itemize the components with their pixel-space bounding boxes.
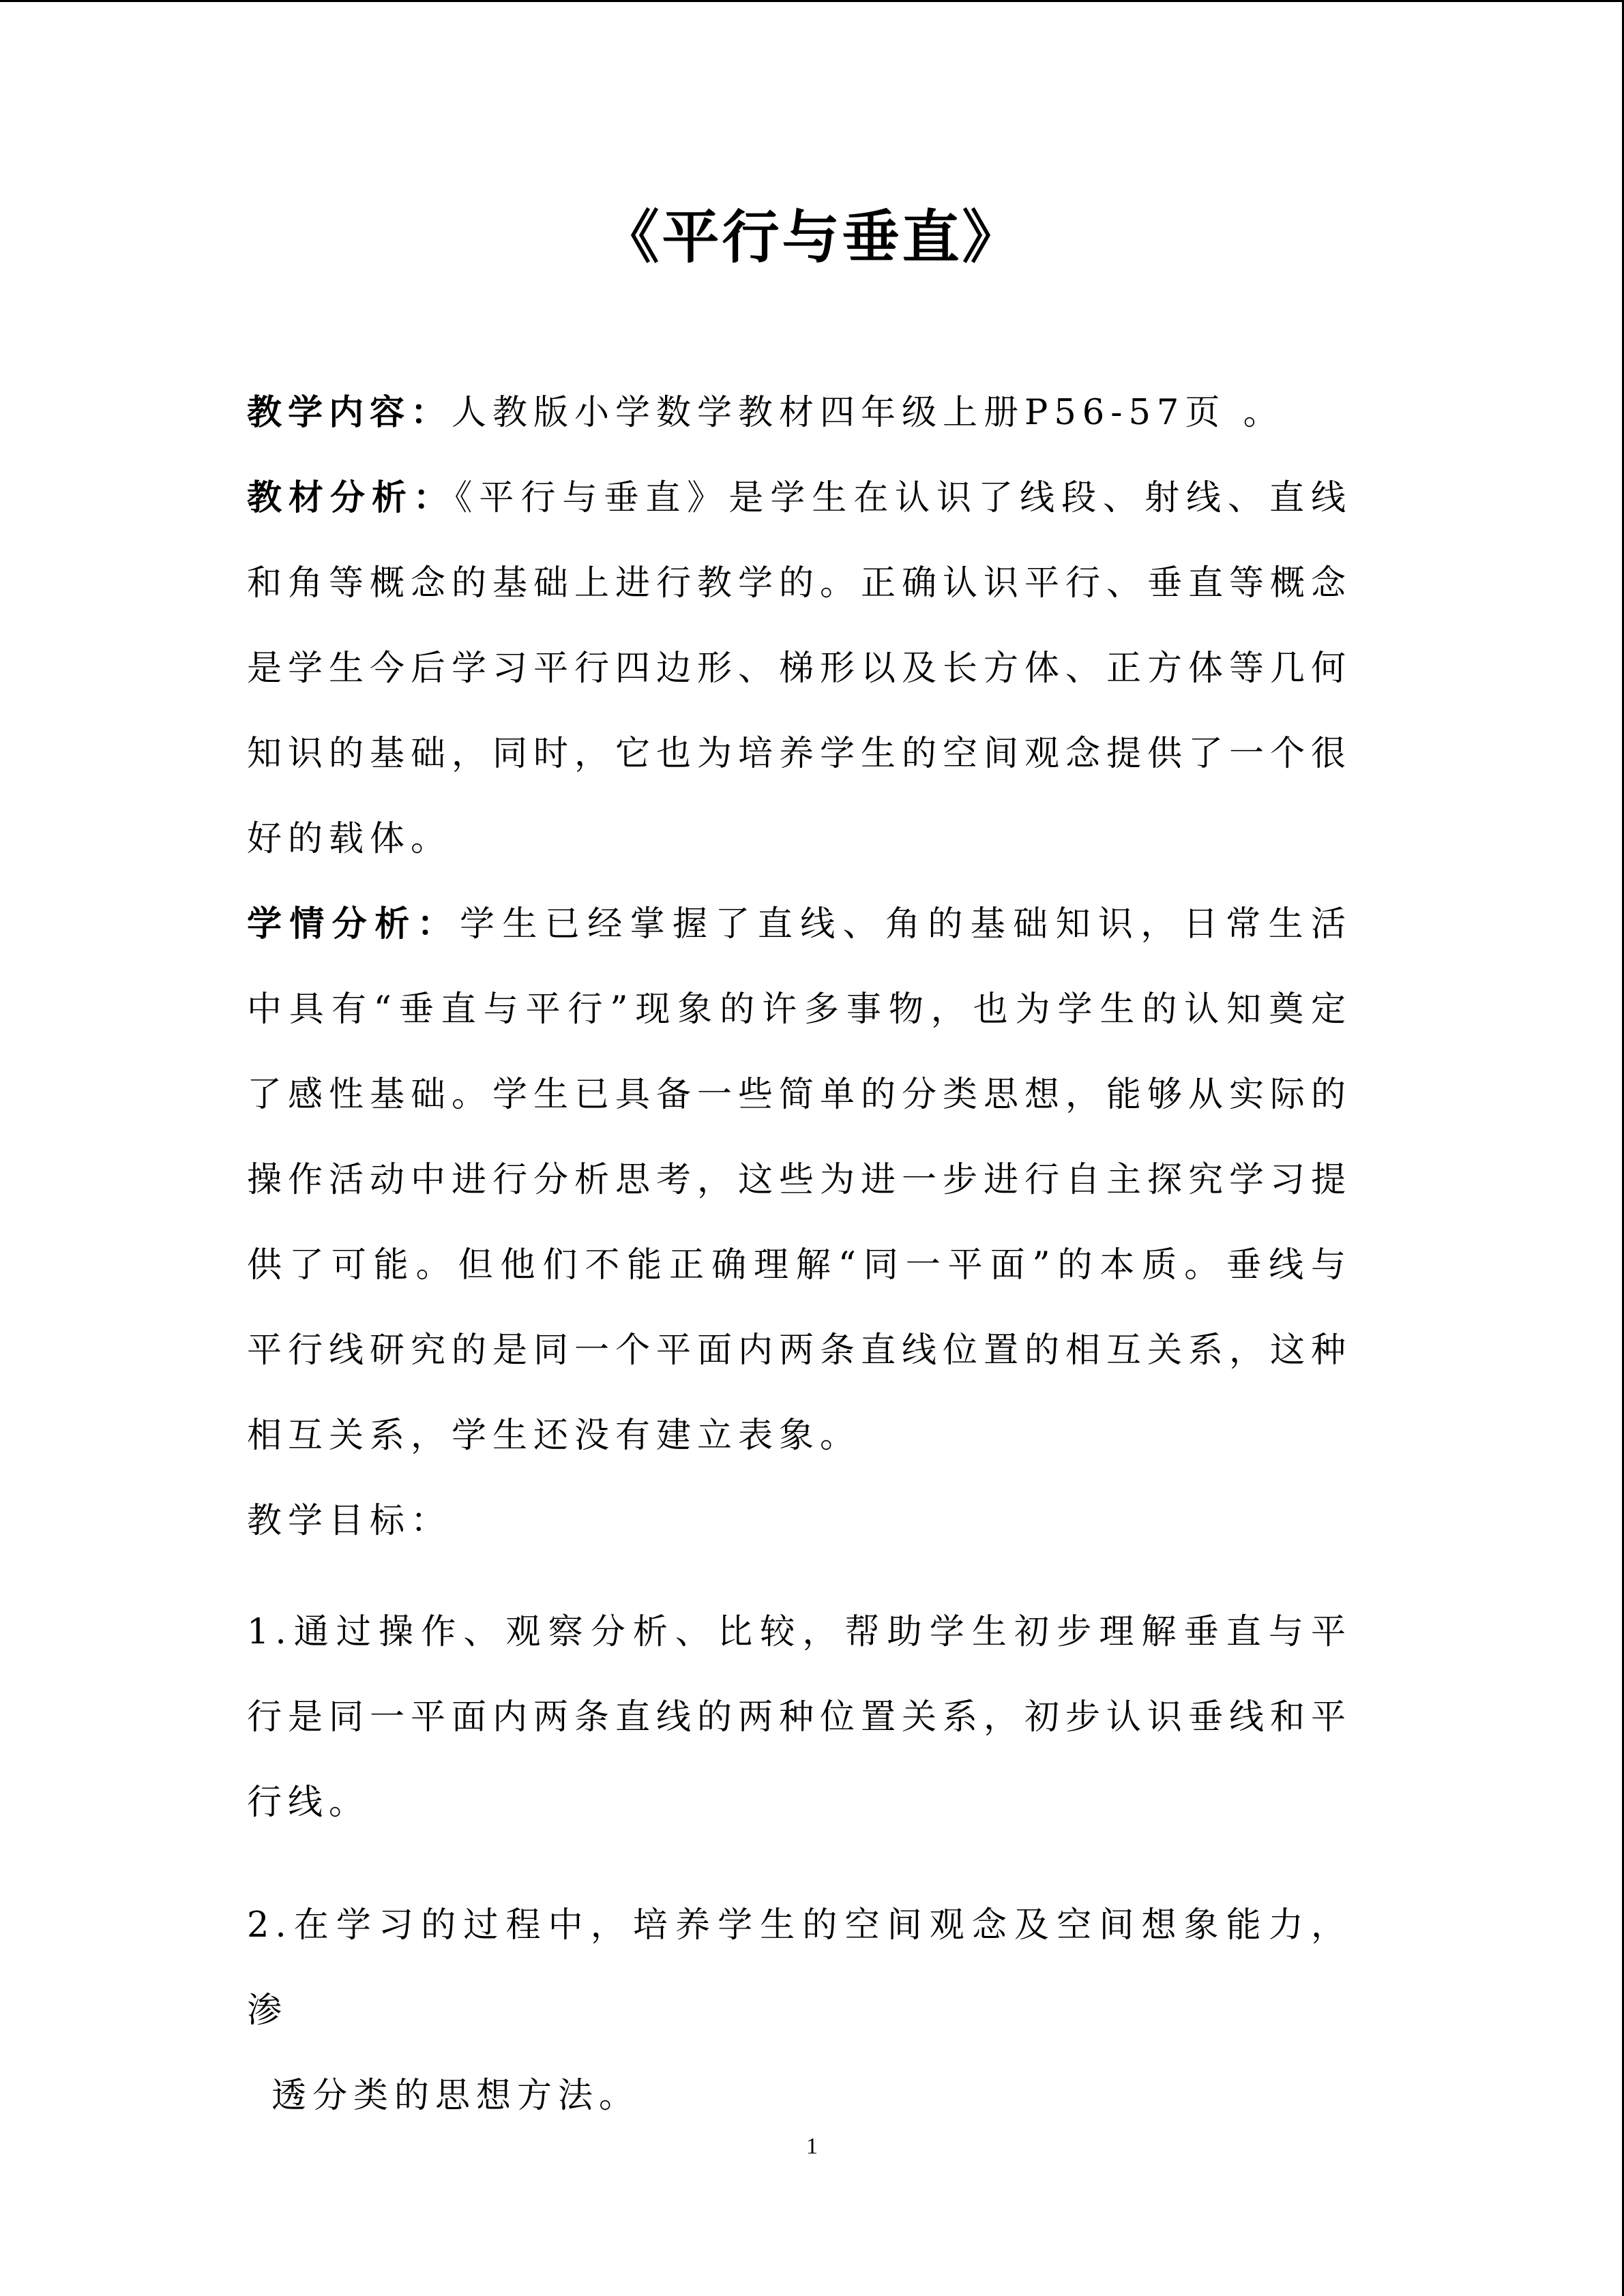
material-analysis-paragraph [247,456,1352,882]
objective-item-2-continuation: 透分类的思想方法。 [271,2076,640,2116]
teaching-content-text: 人教版小学数学教材四年级上册P56-57页 。 [452,393,1284,433]
student-analysis-label: 学情分析： [247,904,460,944]
material-analysis-text: 《平行与垂直》是学生在认识了线段、射线、直线和角等概念的基础上进行教学的。正确认识平行、垂直等概念是学生今后学习平行四边形、梯形以及长方体、正方体等几何知识的基础，同时，它也为培养学生的空间观念提供了一个很好的载体。 [247,478,1353,859]
material-analysis-label: 教材分析： [247,478,455,518]
document-body [247,370,1352,2138]
document-title: 《平行与垂直》 [602,204,1022,271]
objectives-heading: 教学目标： [247,1501,452,1541]
teaching-content-label: 教学内容： [247,393,452,433]
objective-item-2-first-line: 2.在学习的过程中，培养学生的空间观念及空间想象能力，渗 [247,1905,1352,2031]
objective-item-1: 1.通过操作、观察分析、比较，帮助学生初步理解垂直与平行是同一平面内两条直线的两种位置关系，初步认识垂线和平行线。 [247,1612,1353,1823]
page-number: 1 [806,2134,818,2159]
student-analysis-text: 学生已经掌握了直线、角的基础知识，日常生活中具有“垂直与平行”现象的许多事物，也为学生的认知奠定了感性基础。学生已具备一些简单的分类思想，能够从实际的操作活动中进行分析思考，这些为进一步进行自主探究学习提供了可能。但他们不能正确理解“同一平面”的本质。垂线与平行线研究的是同一个平面内两条直线位置的相互关系，这种相互关系，学生还没有建立表象。 [247,904,1353,1456]
student-analysis-paragraph [247,882,1352,1478]
teaching-content-paragraph [247,370,1352,456]
objective-item-2 [247,1883,1352,2138]
